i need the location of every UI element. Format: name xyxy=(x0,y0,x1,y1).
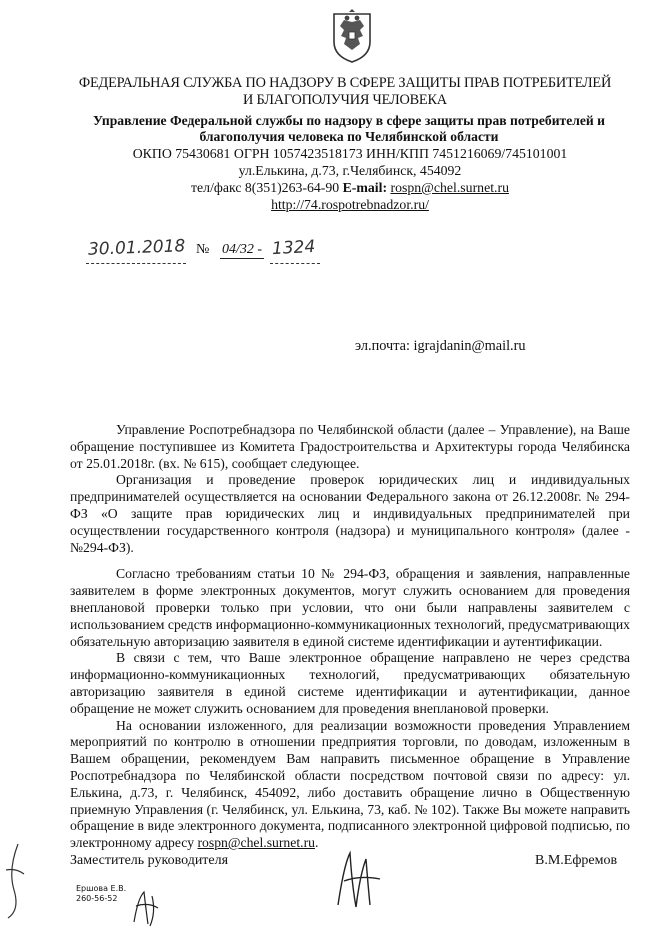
number-sign: № xyxy=(196,242,210,257)
registration-codes: ОКПО 75430681 ОГРН 1057423518173 ИНН/КПП 7451216069/745101001 xyxy=(132,146,568,161)
handwritten-number: 1324 xyxy=(271,236,316,260)
paragraph-5-end: . xyxy=(314,835,319,851)
letter-body xyxy=(70,422,630,852)
signatory-position: Заместитель руководителя xyxy=(70,853,229,868)
website-line xyxy=(70,196,630,213)
date-dotted-line xyxy=(86,263,186,264)
paragraph-5-text: На основании изложенного, для реализации возможности проведения Управлением мероприятий по контролю в отношении предприятия торговли, по доводам, изложенным в Вашем обращении, рекомендуем Вам направить письменное обращение в Управление Роспотребнадзора по Челябинской области посредством почтовой связи по адресу: ул. Елькина, д.73, г. Челябинск, 454092, либо доставить обращение лично в Общественную приемную Управления (г. Челябинск, ул. Елькина, 73, каб. № 102). Также Вы можете направить обращение в виде электронного документа, подписанного электронной цифровой подписью, по электронному адресу xyxy=(70,717,630,851)
executor-name: Ершова Е.В. xyxy=(76,884,127,893)
email-label: E-mail: xyxy=(342,180,391,195)
agency-title-line-1: ФЕДЕРАЛЬНАЯ СЛУЖБА ПО НАДЗОРУ В СФЕРЕ ЗАЩИТЫ ПРАВ ПОТРЕБИТЕЛЕЙ xyxy=(78,75,612,91)
contacts-line xyxy=(70,179,630,196)
agency-title-line-2: И БЛАГОПОЛУЧИЯ ЧЕЛОВЕКА xyxy=(243,92,447,108)
paragraph-4: В связи с тем, что Ваше электронное обращение направлено не через средства информационно-коммуникационных технологий, предусматривающих обязательную авторизацию заявителя в единой системе идентификации и аутентификации, данное обращение не может служить основанием для проведения внеплановой проверки. xyxy=(70,650,630,716)
signatory-name: В.М.Ефремов xyxy=(535,853,618,868)
number-dotted-line xyxy=(270,263,320,264)
coat-of-arms-emblem xyxy=(330,8,374,64)
executor-phone: 260-56-52 xyxy=(76,894,118,903)
handwritten-date: 30.01.2018 xyxy=(87,236,186,260)
agency-address: ул.Елькина, д.73, г.Челябинск, 454092 xyxy=(238,163,462,178)
margin-scribble xyxy=(0,840,30,920)
paragraph-5 xyxy=(70,718,630,852)
signature-scribble xyxy=(330,845,390,915)
recipient-email: эл.почта: igrajdanin@mail.ru xyxy=(355,338,526,354)
department-line-2: благополучия человека по Челябинской области xyxy=(199,129,499,144)
outgoing-number: 04/32 - xyxy=(222,242,263,257)
phone-fax: тел/факс 8(351)263-64-90 xyxy=(191,180,343,195)
paragraph-1: Управление Роспотребнадзора по Челябинской области (далее – Управление), на Ваше обращение поступившее из Комитета Градостроительства и Архитектуры города Челябинска от 25.01.2018г. (вх. № 615), сообщает следующее. xyxy=(70,422,630,471)
paragraph-5-email-link[interactable]: rospn@chel.surnet.ru xyxy=(197,835,315,851)
executor-info xyxy=(76,884,126,904)
department-line-1: Управление Федеральной службы по надзору в сфере защиты прав потребителей и xyxy=(93,113,605,128)
paragraph-3: Согласно требованиям статьи 10 № 294-ФЗ, обращения и заявления, направленные заявителем в форме электронных документов, могут служить основанием для проведения внеплановой проверки только при условии, что они были направлены заявителем с использованием средств информационно-коммуникационных технологий, предусматривающих обязательную авторизацию заявителя в единой системе идентификации и аутентификации. xyxy=(70,566,630,649)
agency-email-link[interactable]: rospn@chel.surnet.ru xyxy=(390,180,509,195)
executor-initials-scribble xyxy=(128,888,162,928)
website-link[interactable]: http://74.rospotrebnadzor.ru/ xyxy=(271,197,429,212)
paragraph-2: Организация и проведение проверок юридических лиц и индивидуальных предпринимателей осуществляется на основании Федерального закона от 26.12.2008г. № 294-ФЗ «О защите прав юридических лиц и индивидуальных предпринимателей при осуществлении государственного контроля (надзора) и муниципального контроля» (далее - №294-ФЗ). xyxy=(70,472,630,555)
